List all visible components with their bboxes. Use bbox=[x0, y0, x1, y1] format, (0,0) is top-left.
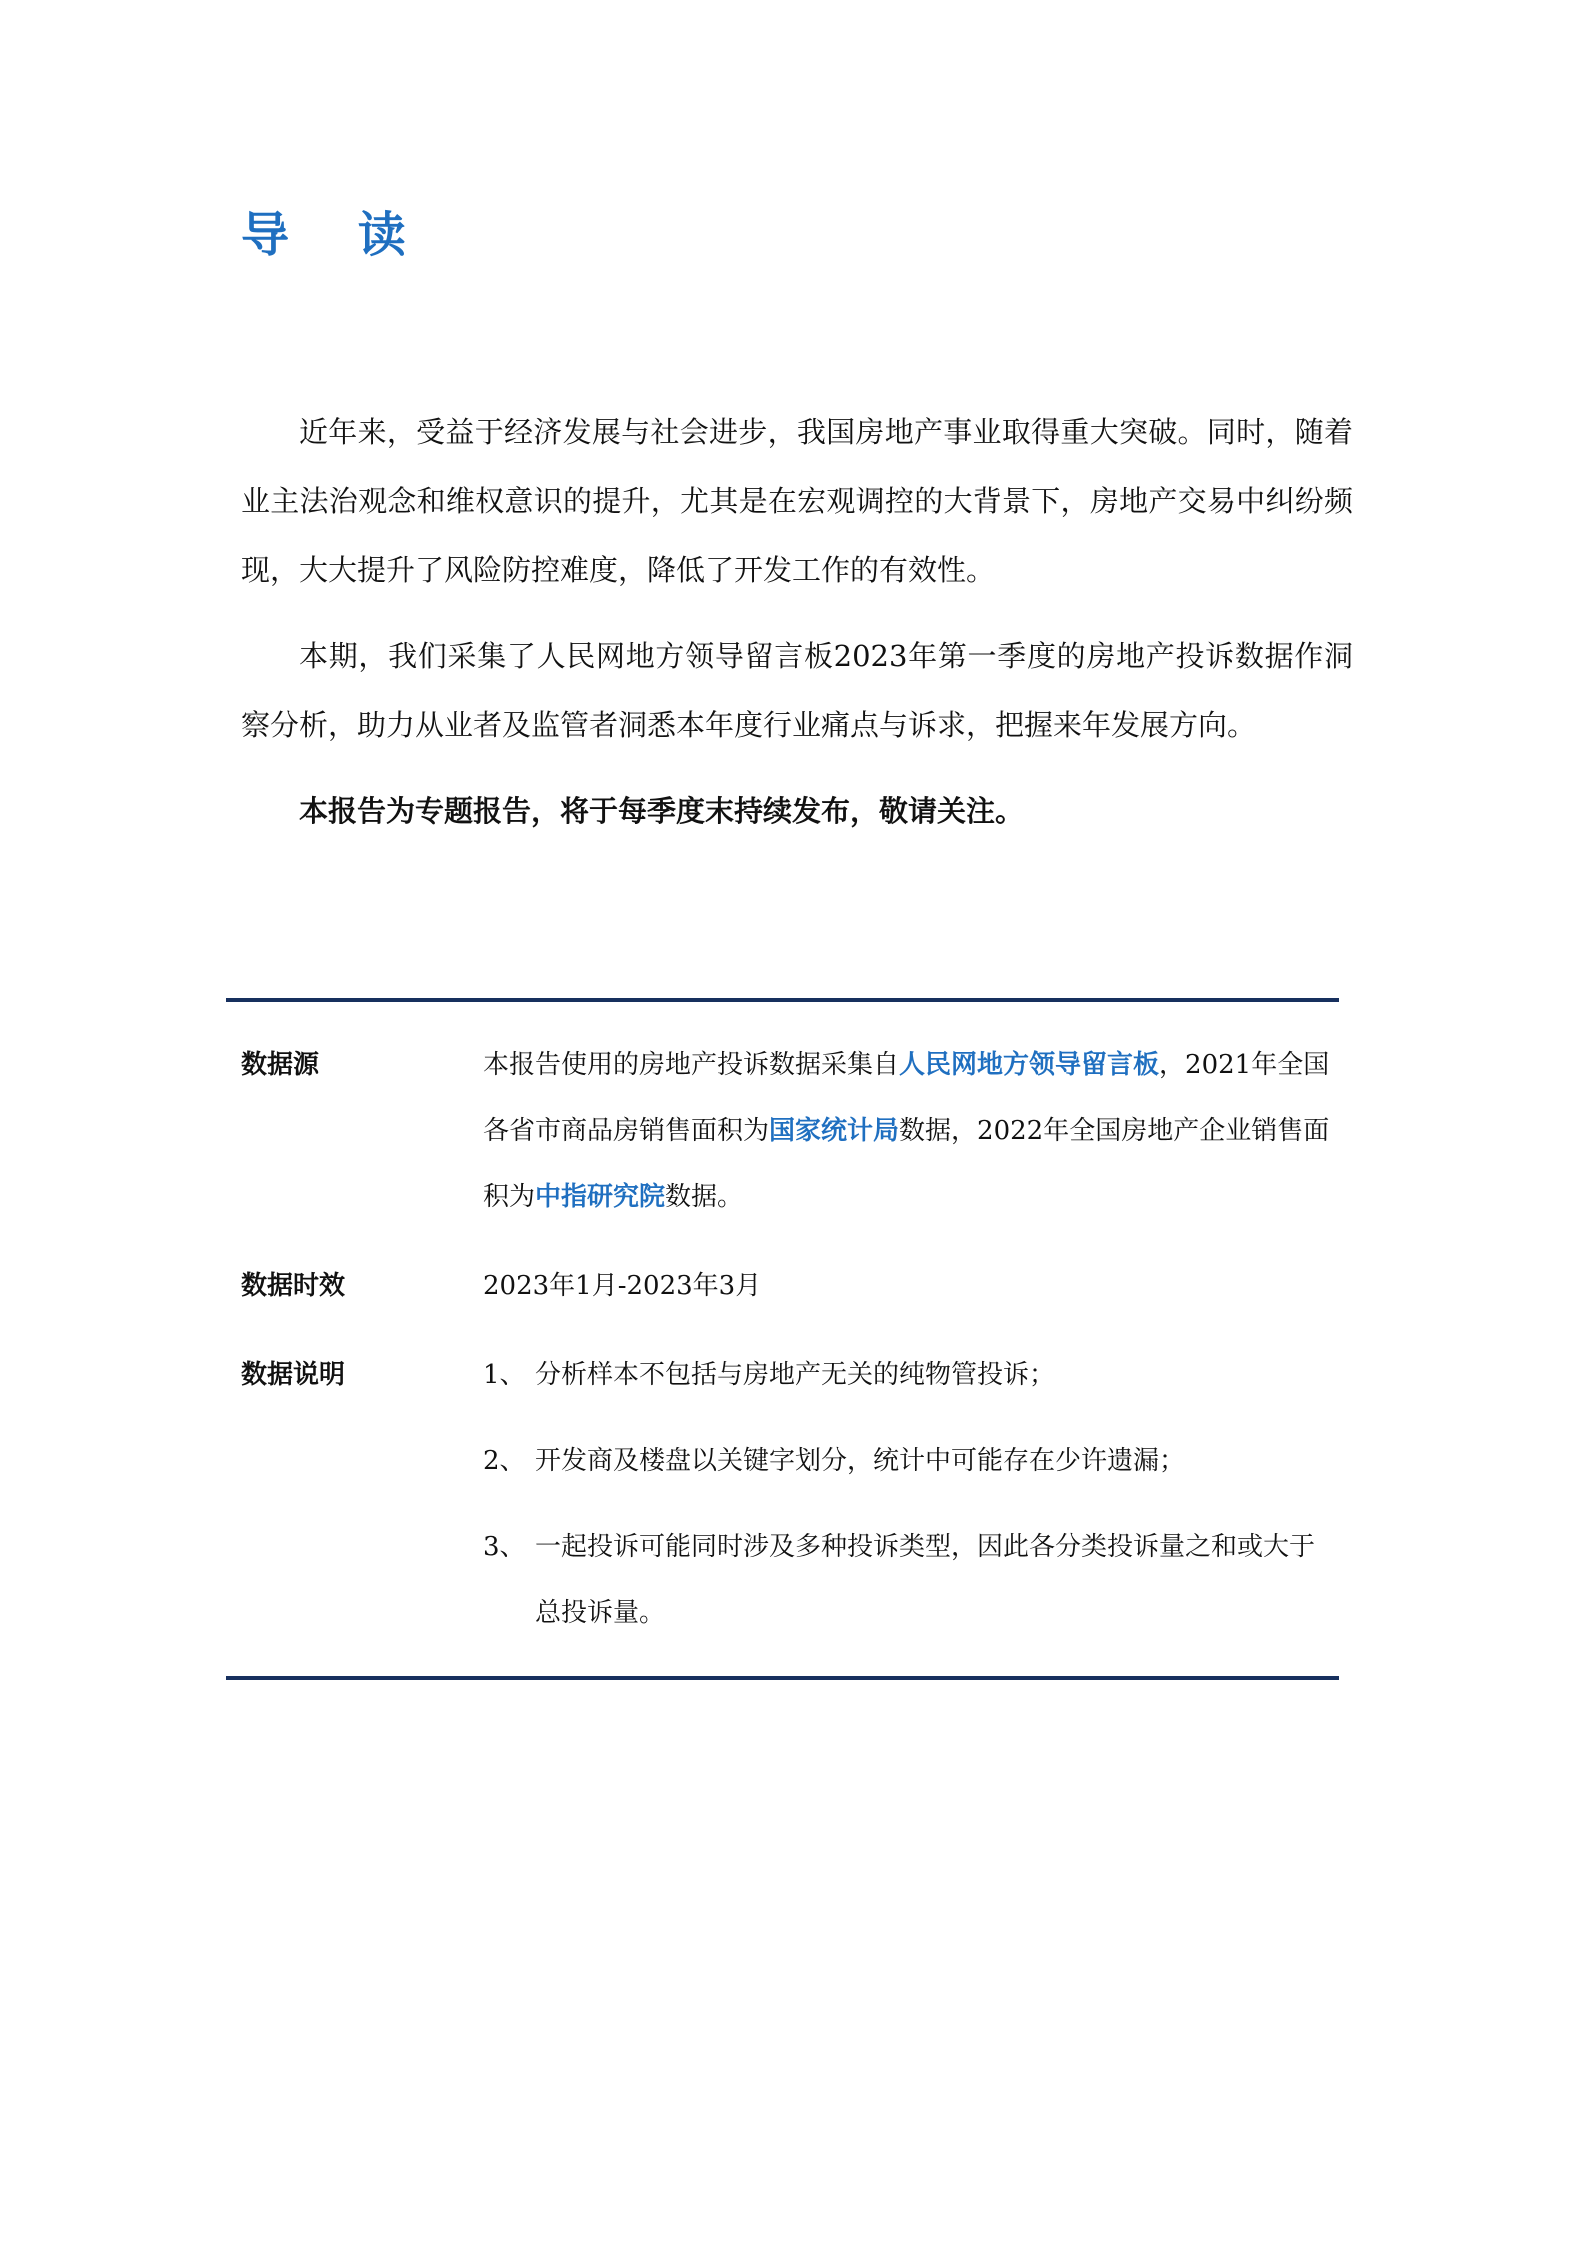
intro-section bbox=[241, 398, 1353, 863]
note-text: 一起投诉可能同时涉及多种投诉类型，因此各分类投诉量之和或大于总投诉量。 bbox=[535, 1532, 1316, 1628]
note-number: 2、 bbox=[483, 1446, 526, 1476]
intro-notice: 本报告为专题报告，将于每季度末持续发布，敬请关注。 bbox=[299, 794, 1025, 828]
note-number: 3、 bbox=[483, 1532, 526, 1562]
intro-paragraph-1: 近年来，受益于经济发展与社会进步，我国房地产事业取得重大突破。同时，随着业主法治观念和维权意识的提升，尤其是在宏观调控的大背景下，房地产交易中纠纷频现，大大提升了风险防控难度，降低了开发工作的有效性。 bbox=[241, 415, 1353, 587]
data-source-text: ，2021年全国各省市商品房销售面积为 bbox=[483, 1050, 1330, 1146]
data-notes-label: 数据说明 bbox=[241, 1360, 346, 1390]
data-source-text: 数据。 bbox=[665, 1182, 744, 1212]
source-china-index-academy: 中指研究院 bbox=[535, 1182, 666, 1212]
data-source-text: 数据，2022年全国房地产企业销售面积为 bbox=[483, 1116, 1330, 1212]
data-period-value: 2023年1月-2023年3月 bbox=[483, 1271, 762, 1301]
intro-paragraph-2: 本期，我们采集了人民网地方领导留言板2023年第一季度的房地产投诉数据作洞察分析，助力从业者及监管者洞悉本年度行业痛点与诉求，把握来年发展方向。 bbox=[241, 639, 1353, 742]
data-period-row bbox=[226, 1253, 1339, 1319]
note-text: 分析样本不包括与房地产无关的纯物管投诉； bbox=[535, 1360, 1056, 1390]
list-item bbox=[483, 1342, 1339, 1408]
source-national-bureau-statistics: 国家统计局 bbox=[769, 1116, 900, 1146]
data-notes-row bbox=[226, 1342, 1339, 1646]
note-text: 开发商及楼盘以关键字划分，统计中可能存在少许遗漏； bbox=[535, 1446, 1186, 1476]
data-notes-list bbox=[483, 1342, 1339, 1646]
data-source-value bbox=[483, 1032, 1339, 1230]
list-item bbox=[483, 1428, 1339, 1494]
data-period-label: 数据时效 bbox=[241, 1271, 346, 1301]
note-number: 1、 bbox=[483, 1360, 526, 1390]
data-info-table bbox=[226, 998, 1339, 1680]
data-source-text: 本报告使用的房地产投诉数据采集自 bbox=[483, 1050, 900, 1080]
data-source-label: 数据源 bbox=[241, 1050, 320, 1080]
list-item bbox=[483, 1514, 1339, 1646]
source-people-net-board: 人民网地方领导留言板 bbox=[899, 1050, 1160, 1080]
data-source-row bbox=[226, 1032, 1339, 1230]
page-title: 导 读 bbox=[241, 207, 432, 263]
